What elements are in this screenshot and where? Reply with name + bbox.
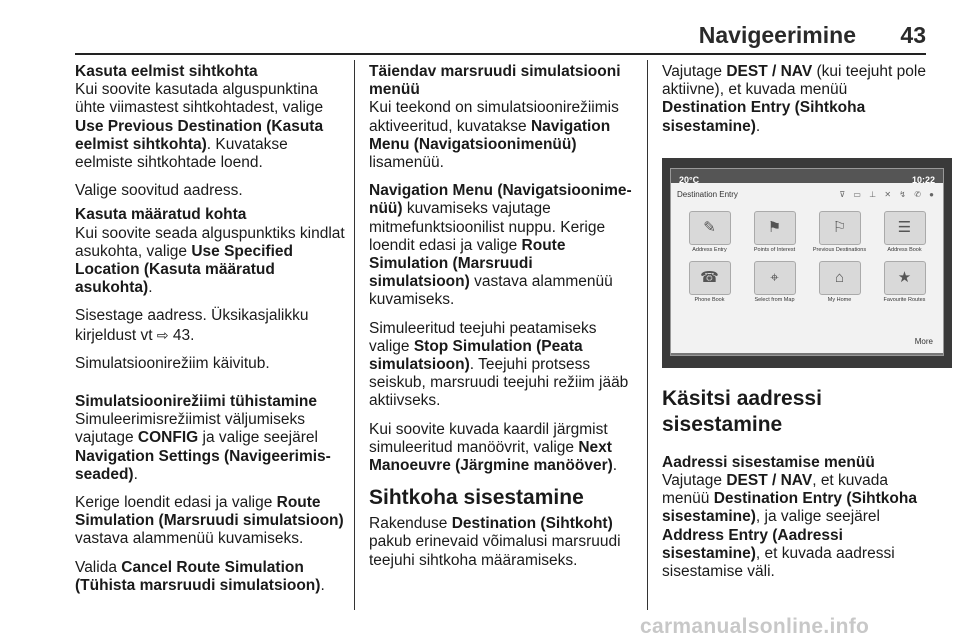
paragraph: Rakenduse Destination (Sihtkoht) pakub erinevaid võimalusi marsruudi teejuhi sihtkoha määramiseks. — [369, 515, 621, 569]
paragraph: Kui soovite kuvada kaardil järgmist simuleeritud manöövrit, valige Next Manoeuvre (Järgmine manööver). — [369, 420, 618, 475]
menu-option-route-simulation: Route Simulation (Marsruudi simulatsioon) — [75, 494, 344, 530]
menu-option-cancel-route-simulation: Cancel Route Simulation (Tühista marsruudi simulatsioon) — [75, 558, 321, 594]
column-2 — [369, 63, 637, 580]
column-divider-2 — [647, 60, 648, 610]
favourite-routes-icon: ★ — [884, 261, 926, 295]
status-icons: ⊽ ▭ ⊥ ✕ ↯ ✆ ● — [839, 189, 937, 199]
phone-book-icon: ☎ — [689, 261, 731, 295]
paragraph: Kui soovite seada alguspunktiks kindlat asukohta, valige Use Specified Location (Kasuta määratud asukohta). — [75, 224, 345, 297]
page-number: 43 — [900, 22, 926, 48]
tile-my-home[interactable]: ⌂ My Home — [811, 261, 868, 303]
map-icon: ⌖ — [754, 261, 796, 295]
menu-option-navigation-menu: Navigation Menu (Navigatsioonimenüü) — [369, 117, 611, 153]
header-rule — [75, 53, 926, 55]
paragraph: Valida Cancel Route Simulation (Tühista marsruudi simulatsioon). — [75, 558, 325, 594]
screen-title: Destination Entry — [677, 189, 738, 199]
menu-option-route-simulation: Route Simulation (Marsruudi simulatsioon) — [369, 236, 566, 291]
paragraph: Kerige loendit edasi ja valige Route Simulation (Marsruudi simulatsioon) vastava alammenüü kuvamiseks. — [75, 494, 344, 548]
more-button[interactable]: More — [914, 336, 933, 346]
menu-destination-entry: Destination Entry (Sihtkoha sisestamine) — [662, 99, 866, 135]
page-reference-icon: ⇨ — [156, 326, 169, 343]
tile-address-book[interactable]: ☰ Address Book — [876, 211, 933, 253]
menu-option-navigation-menu: Navigation Menu (Navigatsioonimenüü) — [369, 182, 632, 218]
poi-icon: ⚑ — [754, 211, 796, 245]
column-3 — [662, 63, 937, 591]
menu-option-navigation-settings: Navigation Settings (Navigeerimisseaded) — [75, 447, 331, 483]
button-config: CONFIG — [137, 429, 199, 447]
heading-cancel-simulation: Simulatsioonirežiimi tühistamine — [75, 393, 318, 411]
paragraph: Navigation Menu (Navigatsioonimenüü) kuvamiseks vajutage mitmefunktsioonilist nuppu. Kerige loendit edasi ja valige Route Simulation (Marsruudi simulatsioon) vastava alammenüü kuvamiseks. — [369, 182, 632, 309]
clock: 10:22 — [911, 174, 935, 185]
paragraph: Kui soovite kasutada alguspunktina ühte viimastest sihtkohtadest, valige Use Previous Destination (Kasuta eelmist sihtkohta). Kuvatakse eelmiste sihtkohtade loend. — [75, 81, 324, 172]
address-book-icon: ☰ — [884, 211, 926, 245]
button-dest-nav: DEST / NAV — [726, 63, 813, 80]
section-heading-destination-entry: Sihtkoha sisestamine — [369, 486, 584, 510]
paragraph: Simulatsioonirežiim käivitub. — [75, 354, 270, 372]
tile-address-entry[interactable]: ✎ Address Entry — [681, 211, 738, 253]
heading-address-entry-menu: Aadressi sisestamise menüü — [662, 453, 875, 471]
menu-option-use-specified-location: Use Specified Location (Kasuta määratud asukohta) — [75, 242, 293, 297]
tile-phone-book[interactable]: ☎ Phone Book — [681, 261, 738, 303]
button-dest-nav: DEST / NAV — [726, 472, 813, 490]
app-name-destination: Destination (Sihtkoht) — [451, 515, 613, 533]
screen-display — [670, 168, 944, 356]
screen-bottom-bar — [671, 353, 943, 355]
heading-previous-destination: Kasuta eelmist sihtkohta — [75, 63, 258, 80]
paragraph: Simuleeritud teejuhi peatamiseks valige Stop Simulation (Peata simulatsioon). Teejuhi protsess seiskub, marsruudi teejuhi režiim jääb aktiivseks. — [369, 319, 629, 410]
tile-select-from-map[interactable]: ⌖ Select from Map — [746, 261, 803, 303]
paragraph: Valige soovitud aadress. — [75, 182, 243, 200]
destination-tiles — [671, 207, 943, 307]
address-entry-icon: ✎ — [689, 211, 731, 245]
tile-favourite-routes[interactable]: ★ Favourite Routes — [876, 261, 933, 303]
page-header-title: Navigeerimine — [698, 22, 856, 48]
temperature: 20°C — [679, 174, 700, 185]
paragraph: Sisestage aadress. Üksikasjalikku kirjeldust vt ⇨ 43. — [75, 307, 309, 344]
heading-specified-location: Kasuta määratud kohta — [75, 206, 247, 224]
menu-destination-entry: Destination Entry (Sihtkoha sisestamine) — [662, 490, 917, 526]
tile-previous-destinations[interactable]: ⚐ Previous Destinations — [811, 211, 868, 253]
screen-title-row — [671, 183, 943, 207]
menu-option-use-previous-destination: Use Previous Destination (Kasuta eelmist sihtkohta) — [75, 117, 324, 153]
section-heading-manual-address: Käsitsi aadressi sisestamine — [662, 386, 822, 436]
menu-option-next-manoeuvre: Next Manoeuvre (Järgmine manööver) — [369, 438, 613, 475]
infotainment-screen-figure — [662, 158, 952, 368]
paragraph: Simuleerimisrežiimist väljumiseks vajutage CONFIG ja valige seejärel Navigation Settings (Navigeerimisseaded). — [75, 411, 331, 483]
heading-route-simulation-menu: Täiendav marsruudi simulatsiooni menüü — [369, 63, 621, 99]
home-icon: ⌂ — [819, 261, 861, 295]
menu-option-address-entry: Address Entry (Aadressi sisestamine) — [662, 526, 843, 562]
screen-status-bar — [671, 169, 943, 183]
tile-points-of-interest[interactable]: ⚑ Points of Interest — [746, 211, 803, 253]
column-1 — [75, 63, 345, 605]
column-divider-1 — [354, 60, 355, 610]
menu-option-stop-simulation: Stop Simulation (Peata simulatsioon) — [369, 337, 583, 374]
watermark-footer: carmanualsonline.info — [640, 615, 870, 638]
paragraph: Vajutage DEST / NAV, et kuvada menüü Destination Entry (Sihtkoha sisestamine), ja valige seejärel Address Entry (Aadressi sisestamine), et kuvada aadressi sisestamise väli. — [662, 472, 917, 581]
previous-destinations-icon: ⚐ — [819, 211, 861, 245]
paragraph: Kui teekond on simulatsioonirežiimis aktiveeritud, kuvatakse Navigation Menu (Navigatsioonimenüü) lisamenüü. — [369, 99, 619, 172]
paragraph: Vajutage DEST / NAV (kui teejuht pole aktiivne), et kuvada menüü Destination Entry (Sihtkoha sisestamine). — [662, 63, 926, 135]
